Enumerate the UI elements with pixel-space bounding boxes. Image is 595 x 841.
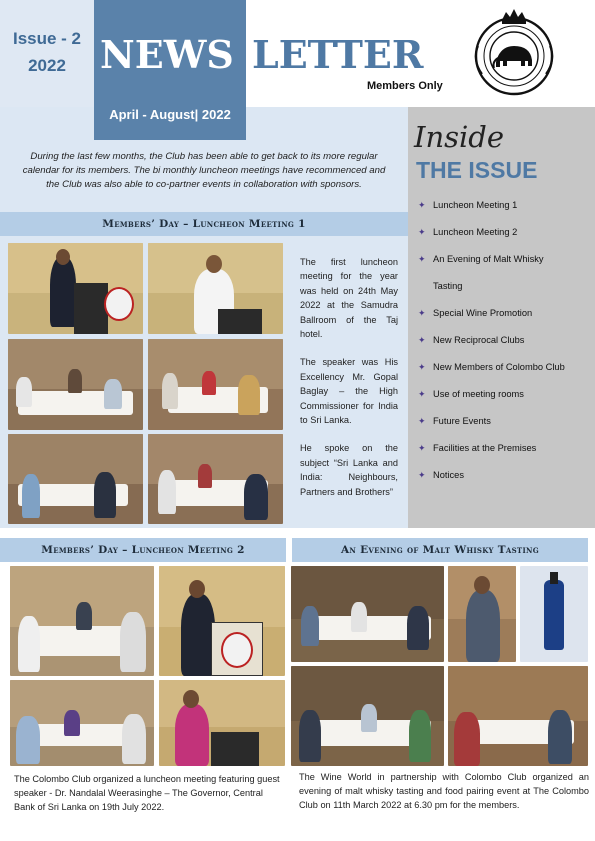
members-only-label: Members Only xyxy=(367,80,443,92)
toc-item-continuation[interactable]: Tasting xyxy=(433,281,463,291)
luncheon-1-text xyxy=(300,255,398,513)
issue-year: 2022 xyxy=(28,56,66,75)
photo-whisky-room-1 xyxy=(291,566,444,662)
luncheon-1-paragraph-1: The first luncheon meeting for the year was held on 24th May 2022 at the Samudra Ballroom of the Taj hotel. xyxy=(300,257,398,340)
table-of-contents xyxy=(418,192,590,489)
intro-paragraph: During the last few months, the Club has been able to get back to its more regular calendar for its members. The bi monthly luncheon meetings have recommenced and the Club was also able to co-partner events in collaboration with sponsors. xyxy=(22,151,386,191)
whisky-caption: The Wine World in partnership with Colombo Club organized an evening of malt whisky tasting and food pairing event at The Colombo Club on 11th March 2022 at 6.30 pm for the members. xyxy=(299,772,589,810)
toc-item[interactable]: ✦ Luncheon Meeting 1 xyxy=(418,192,590,219)
photo-whisky-room-2 xyxy=(291,666,444,766)
section-title-whisky-tasting: An Evening of Malt Whisky Tasting xyxy=(292,538,588,562)
section-title-luncheon-2: Members’ Day – Luncheon Meeting 2 xyxy=(0,538,286,562)
toc-item[interactable]: ✦ Use of meeting rooms xyxy=(418,381,590,408)
toc-item[interactable]: ✦ An Evening of Malt Whisky xyxy=(418,246,590,273)
photo-luncheon-2-guests xyxy=(10,566,154,676)
toc-item[interactable]: ✦ Facilities at the Premises xyxy=(418,435,590,462)
photo-whisky-host xyxy=(448,566,516,662)
toc-item[interactable]: ✦ Special Wine Promotion xyxy=(418,300,590,327)
photo-whisky-room-3 xyxy=(448,666,588,766)
luncheon-1-paragraph-3: He spoke on the subject “Sri Lanka and India: Neighbours, Partners and Brothers” xyxy=(300,443,398,497)
toc-item[interactable]: ✦ Luncheon Meeting 2 xyxy=(418,219,590,246)
photo-ballroom-tables-4 xyxy=(148,434,283,524)
sidebar-inside-heading: Inside xyxy=(414,120,505,154)
issue-label: Issue - 2 xyxy=(12,29,82,48)
title-news: NEWS xyxy=(100,32,234,77)
date-range: April - August| 2022 xyxy=(109,107,231,122)
photo-speaker-podium xyxy=(8,243,143,334)
photo-lady-speaker xyxy=(159,680,285,766)
toc-item[interactable]: ✦ Notices xyxy=(418,462,590,489)
issue-box xyxy=(0,0,94,107)
photo-ballroom-tables-1 xyxy=(8,339,143,430)
toc-item[interactable]: ✦ New Members of Colombo Club xyxy=(418,354,590,381)
photo-luncheon-2-tables xyxy=(10,680,154,766)
photo-whisky-bottle xyxy=(520,566,588,662)
toc-item[interactable]: ✦ Future Events xyxy=(418,408,590,435)
photo-ballroom-tables-3 xyxy=(8,434,143,524)
title-letter: LETTER xyxy=(252,32,424,77)
sidebar-the-issue-heading: THE ISSUE xyxy=(416,157,538,183)
photo-high-commissioner xyxy=(148,243,283,334)
colombo-club-logo xyxy=(468,6,560,98)
luncheon-2-caption: The Colombo Club organized a luncheon meeting featuring guest speaker - Dr. Nandalal Weerasinghe – The Governor, Central Bank of Sri Lanka on 19th July 2022. xyxy=(14,774,280,812)
section-title-luncheon-1: Members’ Day – Luncheon Meeting 1 xyxy=(0,212,408,236)
toc-item[interactable]: ✦ New Reciprocal Clubs xyxy=(418,327,590,354)
photo-ballroom-tables-2 xyxy=(148,339,283,430)
luncheon-1-paragraph-2: The speaker was His Excellency Mr. Gopal Baglay – the High Commissioner for India to Sri Lanka. xyxy=(300,357,398,426)
photo-governor-speaking xyxy=(159,566,285,676)
